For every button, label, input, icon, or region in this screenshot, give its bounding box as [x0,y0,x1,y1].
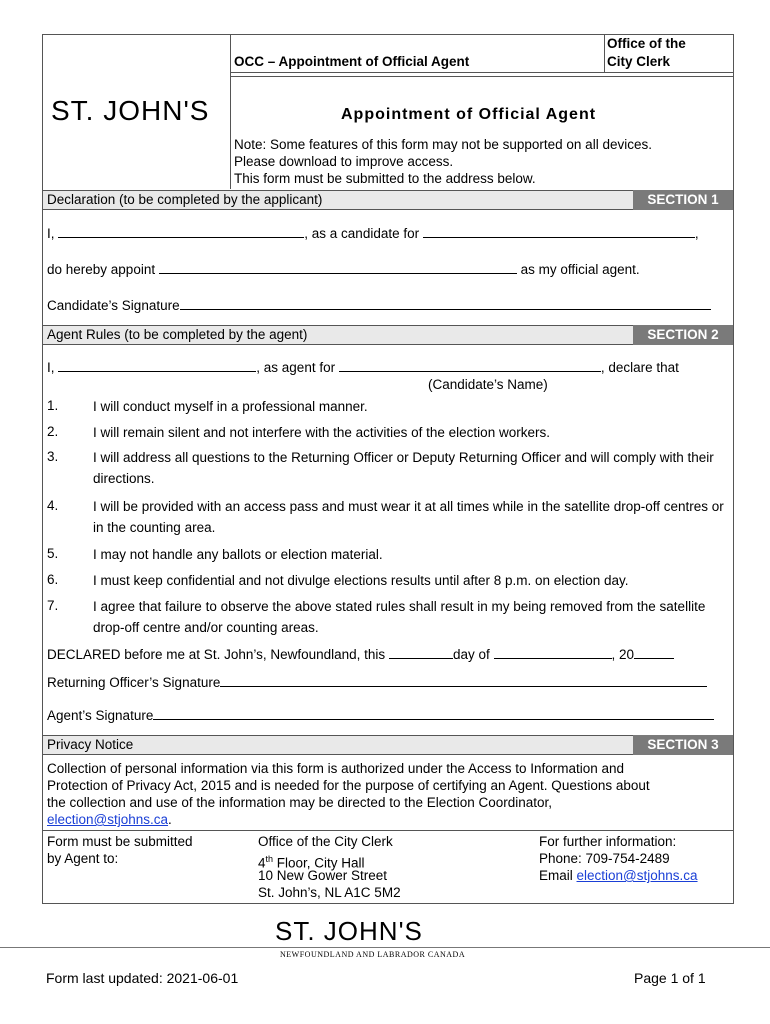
page-number: Page 1 of 1 [634,970,706,986]
section-2-label: Agent Rules (to be completed by the agent) [47,327,308,342]
s1-official-agent: as my official agent. [520,262,640,277]
form-container [42,34,734,904]
declared-day-field[interactable] [389,646,453,659]
s2-agent-for: , as agent for [256,360,336,375]
submit-label-2: by Agent to: [47,851,119,866]
agent-signature-field[interactable] [153,707,714,720]
candidate-signature-label: Candidate’s Signature [47,298,180,313]
page-title: Appointment of Official Agent [341,106,597,123]
rule-text: I agree that failure to observe the above stated rules shall result in my being removed from the satellite drop-off centre and/or counting areas. [93,599,706,635]
info-email-line [539,868,698,884]
header-rule-1 [230,72,733,73]
privacy-line-4 [47,812,172,828]
note-line-1: Note: Some features of this form may not be supported on all devices. [234,137,652,152]
returning-officer-signature-field[interactable] [220,674,707,687]
rule-number: 7. [47,598,59,613]
agent-signature-label: Agent’s Signature [47,708,154,723]
form-code: OCC – Appointment of Official Agent [234,54,470,69]
privacy-line-3: the collection and use of the information may be directed to the Election Coordinator, [47,795,553,810]
submit-divider [43,830,733,831]
section-2-tag: SECTION 2 [633,325,733,345]
rule-text: I will conduct myself in a professional manner. [93,399,368,414]
candidate-name-field[interactable] [339,359,601,372]
section-1-header [43,190,733,210]
footer-rule [0,947,770,948]
city-logo: ST. JOHN'S [51,95,210,126]
declared-prefix: DECLARED before me at St. John’s, Newfoundland, this [47,647,386,662]
agent-name-field[interactable] [58,359,256,372]
privacy-email-link[interactable]: election@stjohns.ca [47,812,169,827]
info-phone: Phone: 709-754-2489 [539,851,670,866]
address-floor-number: 4 [258,855,266,871]
privacy-line-1: Collection of personal information via this form is authorized under the Access to Information and [47,761,625,776]
submit-label-1: Form must be submitted [47,834,193,849]
section-1-tag: SECTION 1 [633,190,733,210]
header-office-divider [604,35,605,72]
appointed-agent-field[interactable] [159,261,517,274]
section-1-label: Declaration (to be completed by the applicant) [47,192,323,207]
address-line-4: St. John’s, NL A1C 5M2 [258,885,401,900]
footer-logo: ST. JOHN'S [275,916,423,946]
note-line-2: Please download to improve access. [234,154,454,169]
rule-number: 5. [47,546,59,561]
applicant-name-field[interactable] [58,225,304,238]
section-2-header [43,325,733,345]
header-rule-2 [230,76,733,77]
office-line-2: City Clerk [607,54,671,69]
note-line-3: This form must be submitted to the address below. [234,171,536,186]
rule-number: 4. [47,498,59,513]
form-updated-date: Form last updated: 2021-06-01 [46,970,239,986]
s1-appoint: do hereby appoint [47,262,156,277]
section-3-header [43,735,733,755]
header-divider-vertical [230,35,231,189]
office-line-1: Office of the [607,36,686,51]
declared-line [47,646,674,663]
s1-comma: , [694,226,699,241]
day-of-label: day of [452,647,490,662]
candidate-signature-field[interactable] [180,297,711,310]
declared-year-field[interactable] [634,646,674,659]
info-email-prefix: Email [539,868,577,883]
s1-i-prefix: I, [47,226,55,241]
rule-number: 2. [47,424,59,439]
candidate-office-field[interactable] [423,225,695,238]
info-email-link[interactable]: election@stjohns.ca [576,868,698,883]
year-prefix: , 20 [611,647,635,662]
declared-month-field[interactable] [494,646,612,659]
rule-text: I will be provided with an access pass and must wear it at all times while in the satellite drop-off centres or in the counting area. [93,499,724,535]
candidate-name-caption: (Candidate’s Name) [428,377,548,392]
rule-text: I must keep confidential and not divulge elections results until after 8 p.m. on election day. [93,573,629,588]
rule-text: I may not handle any ballots or election material. [93,547,383,562]
privacy-email-suffix: . [168,812,172,827]
s2-i-prefix: I, [47,360,55,375]
rule-text: I will remain silent and not interfere with the activities of the election workers. [93,425,550,440]
privacy-line-2: Protection of Privacy Act, 2015 and is needed for the purpose of certifying an Agent. Questions about [47,778,650,793]
rule-number: 1. [47,398,59,413]
address-line-1: Office of the City Clerk [258,834,393,849]
rule-number: 3. [47,449,59,464]
agent-signature-line [47,707,714,724]
rule-number: 6. [47,572,59,587]
section-3-label: Privacy Notice [47,737,134,752]
s1-line-2 [47,261,640,278]
section-3-tag: SECTION 3 [633,735,733,755]
footer-logo-subtitle: NEWFOUNDLAND AND LABRADOR CANADA [280,950,466,959]
s1-line-1 [47,225,699,242]
s1-line-3 [47,297,711,314]
s2-line-1 [47,359,679,376]
returning-officer-line [47,674,707,691]
info-label: For further information: [539,834,677,849]
returning-officer-label: Returning Officer’s Signature [47,675,221,690]
s1-candidate-for: , as a candidate for [304,226,420,241]
address-floor-suffix: th [265,854,274,864]
rule-text: I will address all questions to the Returning Officer or Deputy Returning Officer and will comply with their directions. [93,450,714,486]
address-floor-rest: Floor, City Hall [273,855,365,871]
s2-declare-that: , declare that [600,360,679,375]
address-line-3: 10 New Gower Street [258,868,388,883]
